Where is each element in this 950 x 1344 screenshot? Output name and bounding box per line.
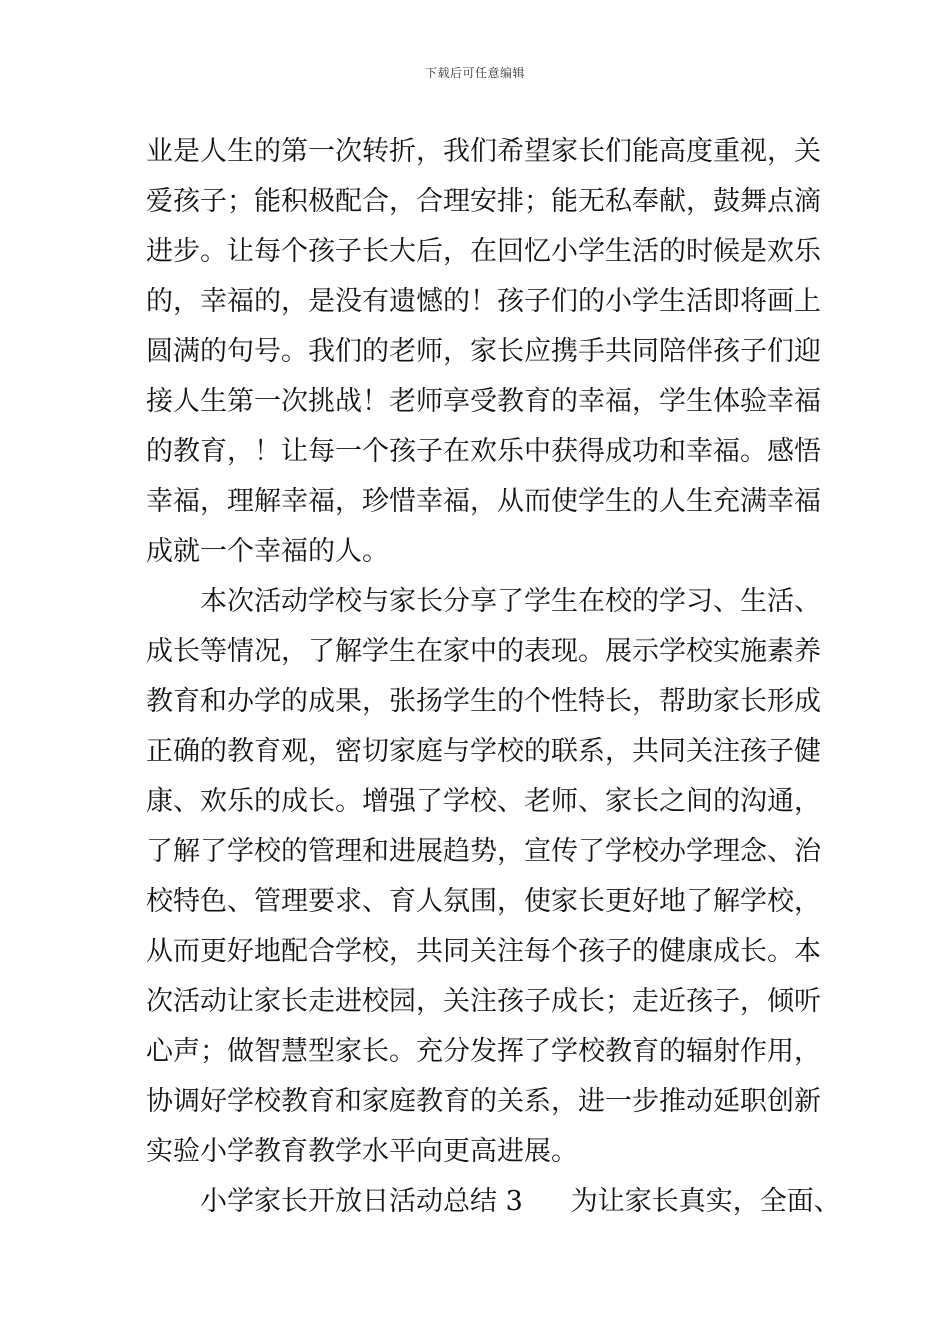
text-line: 爱孩子；能积极配合，合理安排；能无私奉献，鼓舞点滴 xyxy=(146,186,821,217)
document-body xyxy=(146,127,841,1227)
section-title: 小学家长开放日活动总结 3 xyxy=(200,1186,523,1217)
text-line: 从而更好地配合学校，共同关注每个孩子的健康成长。本 xyxy=(146,936,821,967)
text-line: 成长等情况，了解学生在家中的表现。展示学校实施素养 xyxy=(146,636,821,667)
text-line: 本次活动学校与家长分享了学生在校的学习、生活、 xyxy=(200,586,821,617)
text-line: 校特色、管理要求、育人氛围，使家长更好地了解学校， xyxy=(146,886,821,917)
text-line: 进步。让每个孩子长大后，在回忆小学生活的时候是欢乐 xyxy=(146,236,821,267)
text-line: 正确的教育观，密切家庭与学校的联系，共同关注孩子健 xyxy=(146,736,821,767)
section-text: 为让家长真实，全面、 xyxy=(570,1186,841,1217)
text-line: 康、欢乐的成长。增强了学校、老师、家长之间的沟通， xyxy=(146,786,821,817)
text-line: 成就一个幸福的人。 xyxy=(146,536,389,567)
page-header: 下载后可任意编辑 xyxy=(424,66,525,80)
text-line: 心声；做智慧型家长。充分发挥了学校教育的辐射作用， xyxy=(146,1036,821,1067)
paragraph-2 xyxy=(146,577,821,1177)
text-line: 教育和办学的成果，张扬学生的个性特长，帮助家长形成 xyxy=(146,686,821,717)
text-line: 了解了学校的管理和进展趋势，宣传了学校办学理念、治 xyxy=(146,836,821,867)
text-line: 实验小学教育教学水平向更高进展。 xyxy=(146,1136,578,1167)
paragraph-1 xyxy=(146,127,821,577)
text-line: 的，幸福的，是没有遗憾的！孩子们的小学生活即将画上 xyxy=(146,286,821,317)
text-line: 圆满的句号。我们的老师，家长应携手共同陪伴孩子们迎 xyxy=(146,336,821,367)
text-line: 次活动让家长走进校园，关注孩子成长；走近孩子，倾听 xyxy=(146,986,821,1017)
text-line: 幸福，理解幸福，珍惜幸福，从而使学生的人生充满幸福 xyxy=(146,486,821,517)
section-heading-line xyxy=(146,1177,841,1227)
text-line: 的教育，！让每一个孩子在欢乐中获得成功和幸福。感悟 xyxy=(146,436,821,467)
text-line: 协调好学校教育和家庭教育的关系，进一步推动延职创新 xyxy=(146,1086,821,1117)
text-line: 接人生第一次挑战！老师享受教育的幸福，学生体验幸福 xyxy=(146,386,821,417)
text-line: 业是人生的第一次转折，我们希望家长们能高度重视，关 xyxy=(146,136,821,167)
